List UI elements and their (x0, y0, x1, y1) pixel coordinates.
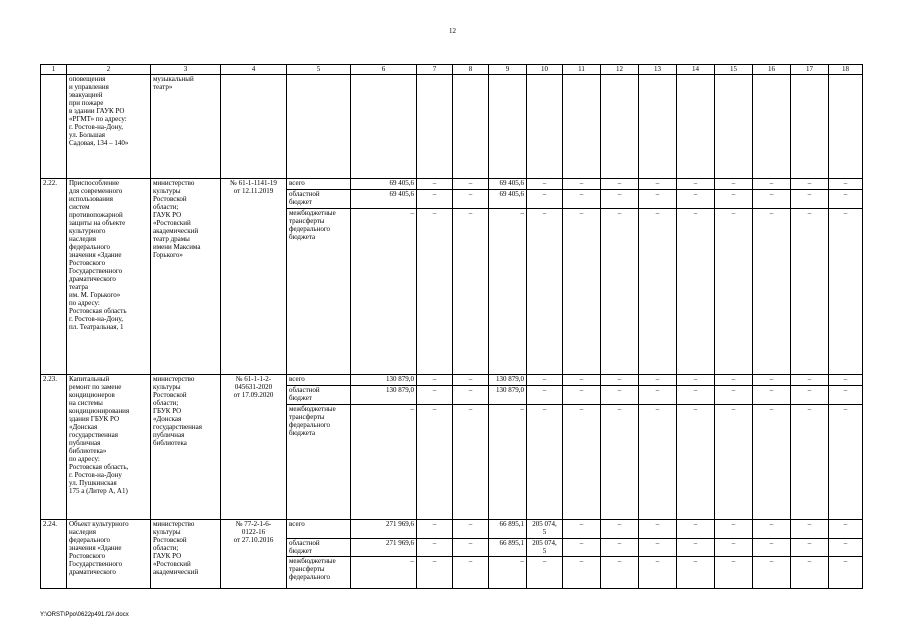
cell-col11: – (563, 520, 601, 539)
cell-source: областной бюджет (287, 539, 351, 557)
cell-col7: – (417, 190, 453, 209)
cell-col12: – (601, 375, 639, 386)
cell-doc (221, 75, 287, 179)
cell-col6: – (351, 209, 417, 375)
cell-col8: – (453, 557, 489, 589)
cell-col8: – (453, 386, 489, 405)
cell-executor: музыкальный театр» (151, 75, 221, 179)
cell-empty (715, 75, 753, 179)
cell-col14: – (677, 375, 715, 386)
cell-col10: 205 074, 5 (527, 520, 563, 539)
cell-col13: – (639, 557, 677, 589)
cell-col6: 271 969,6 (351, 539, 417, 557)
cell-col14: – (677, 557, 715, 589)
col-header: 7 (417, 65, 453, 75)
cell-col18: – (829, 520, 863, 539)
cell-col12: – (601, 386, 639, 405)
cell-col17: – (791, 557, 829, 589)
cell-col9: 69 405,6 (489, 190, 527, 209)
cell-col9: 69 405,6 (489, 179, 527, 190)
cell-col12: – (601, 179, 639, 190)
cell-col8: – (453, 520, 489, 539)
cell-col7: – (417, 520, 453, 539)
cell-object-name: оповещения и управления эвакуацией при пожаре в здании ГАУК РО «РГМТ» по адресу: г. Ростов-на-Дону, ул. Большая Садовая, 134 – 140» (67, 75, 151, 179)
cell-col14: – (677, 520, 715, 539)
col-header: 5 (287, 65, 351, 75)
cell-col16: – (753, 209, 791, 375)
cell-doc: № 61-1-1141-19 от 12.11.2019 (221, 179, 287, 375)
cell-col9: 66 895,1 (489, 539, 527, 557)
cell-col7: – (417, 539, 453, 557)
cell-col15: – (715, 190, 753, 209)
cell-col17: – (791, 520, 829, 539)
cell-col14: – (677, 209, 715, 375)
funding-table (40, 64, 863, 589)
cell-col6: 69 405,6 (351, 179, 417, 190)
cell-col15: – (715, 209, 753, 375)
cell-col13: – (639, 520, 677, 539)
col-header: 4 (221, 65, 287, 75)
cell-empty (829, 75, 863, 179)
cell-col12: – (601, 209, 639, 375)
cell-col8: – (453, 405, 489, 520)
cell-num (41, 75, 67, 179)
cell-executor: министерство культуры Ростовской области; ГАУК РО «Ростовский академический театр драмы имени Максима Горького» (151, 179, 221, 375)
col-header: 9 (489, 65, 527, 75)
cell-col18: – (829, 179, 863, 190)
cell-col8: – (453, 190, 489, 209)
cell-col16: – (753, 386, 791, 405)
cell-col10: – (527, 375, 563, 386)
cell-col7: – (417, 179, 453, 190)
cell-col12: – (601, 539, 639, 557)
cell-col17: – (791, 190, 829, 209)
cell-source: межбюджетные трансферты федерального бюджета (287, 209, 351, 375)
cell-empty (453, 75, 489, 179)
cell-executor: министерство культуры Ростовской области; ГБУК РО «Донская государственная публичная библиотека (151, 375, 221, 520)
cell-col6: 130 879,0 (351, 386, 417, 405)
cell-col10: – (527, 386, 563, 405)
cell-col18: – (829, 190, 863, 209)
cell-col18: – (829, 557, 863, 589)
cell-object-name: Капитальный ремонт по замене кондиционеров на системы кондиционирования здания ГБУК РО «Донская государственная публичная библиотека» по адресу: Ростовская область, г. Ростов-на-Дону ул. Пушкинская 175 а (Литер А, А1) (67, 375, 151, 520)
table-row (41, 179, 863, 190)
cell-col13: – (639, 209, 677, 375)
col-header: 8 (453, 65, 489, 75)
col-header: 1 (41, 65, 67, 75)
file-path-footer: Y:\ORST\Ppo\0622p491.f2#.docx (40, 612, 129, 618)
cell-col16: – (753, 179, 791, 190)
cell-col15: – (715, 375, 753, 386)
col-header: 6 (351, 65, 417, 75)
cell-col16: – (753, 520, 791, 539)
cell-doc: № 77-2-1-6- 0122-16 от 27.10.2016 (221, 520, 287, 589)
cell-object-name: Объект культурного наследия федерального значения «Здание Ростовского Государственного драматического (67, 520, 151, 589)
cell-col15: – (715, 179, 753, 190)
cell-empty (527, 75, 563, 179)
cell-object-name: Приспособление для современного использования систем противопожарной защиты на объекте культурного наследия федерального значения «Здание Ростовского Государственного драматического театра им. М. Горького» по адресу: Ростовская область г. Ростов-на-Дону, пл. Театральная, 1 (67, 179, 151, 375)
cell-col11: – (563, 557, 601, 589)
col-header: 18 (829, 65, 863, 75)
col-header: 15 (715, 65, 753, 75)
col-header: 11 (563, 65, 601, 75)
cell-col8: – (453, 179, 489, 190)
table-row (41, 520, 863, 539)
cell-source (287, 75, 351, 179)
cell-col8: – (453, 375, 489, 386)
cell-col9: – (489, 209, 527, 375)
col-header: 10 (527, 65, 563, 75)
cell-col10: – (527, 190, 563, 209)
cell-col17: – (791, 539, 829, 557)
cell-col10: – (527, 557, 563, 589)
cell-col11: – (563, 179, 601, 190)
cell-col11: – (563, 405, 601, 520)
cell-col17: – (791, 209, 829, 375)
cell-empty (489, 75, 527, 179)
cell-col6: 69 405,6 (351, 190, 417, 209)
cell-col17: – (791, 375, 829, 386)
col-header: 2 (67, 65, 151, 75)
cell-col13: – (639, 190, 677, 209)
cell-num: 2.23. (41, 375, 67, 520)
cell-col10: – (527, 179, 563, 190)
cell-executor: министерство культуры Ростовской области; ГАУК РО «Ростовский академический (151, 520, 221, 589)
cell-col12: – (601, 520, 639, 539)
cell-col14: – (677, 539, 715, 557)
page-number: 12 (449, 27, 456, 35)
cell-col7: – (417, 405, 453, 520)
cell-col6: – (351, 557, 417, 589)
cell-empty (417, 75, 453, 179)
col-header: 17 (791, 65, 829, 75)
cell-col12: – (601, 405, 639, 520)
cell-source: всего (287, 520, 351, 539)
cell-col18: – (829, 539, 863, 557)
cell-col11: – (563, 209, 601, 375)
col-header: 3 (151, 65, 221, 75)
cell-col15: – (715, 539, 753, 557)
cell-source: областной бюджет (287, 386, 351, 405)
cell-col16: – (753, 557, 791, 589)
cell-source: межбюджетные трансферты федерального бюджета (287, 405, 351, 520)
cell-col6: – (351, 405, 417, 520)
cell-col17: – (791, 405, 829, 520)
cell-empty (639, 75, 677, 179)
cell-col12: – (601, 557, 639, 589)
cell-col10: 205 074, 5 (527, 539, 563, 557)
cell-col18: – (829, 375, 863, 386)
cell-col16: – (753, 539, 791, 557)
cell-empty (753, 75, 791, 179)
table-row (41, 375, 863, 386)
cell-num: 2.22. (41, 179, 67, 375)
cell-col18: – (829, 386, 863, 405)
cell-doc: № 61-1-1-2- 045631-2020 от 17.09.2020 (221, 375, 287, 520)
cell-col9: 130 879,0 (489, 386, 527, 405)
cell-col9: – (489, 557, 527, 589)
cell-col14: – (677, 405, 715, 520)
cell-empty (351, 75, 417, 179)
col-header: 16 (753, 65, 791, 75)
cell-col13: – (639, 375, 677, 386)
cell-col11: – (563, 190, 601, 209)
cell-col15: – (715, 520, 753, 539)
cell-col10: – (527, 209, 563, 375)
cell-col16: – (753, 405, 791, 520)
col-header: 14 (677, 65, 715, 75)
cell-col13: – (639, 539, 677, 557)
cell-col12: – (601, 190, 639, 209)
header-row (41, 65, 863, 75)
cell-col15: – (715, 405, 753, 520)
cell-col9: 66 895,1 (489, 520, 527, 539)
cell-col7: – (417, 375, 453, 386)
col-header: 13 (639, 65, 677, 75)
cell-empty (563, 75, 601, 179)
cell-empty (677, 75, 715, 179)
cell-col6: 271 969,6 (351, 520, 417, 539)
cell-col13: – (639, 179, 677, 190)
cell-col18: – (829, 209, 863, 375)
cell-col14: – (677, 386, 715, 405)
cell-col15: – (715, 386, 753, 405)
cell-source: областной бюджет (287, 190, 351, 209)
cell-col13: – (639, 386, 677, 405)
col-header: 12 (601, 65, 639, 75)
cell-col9: 130 879,0 (489, 375, 527, 386)
cell-source: межбюджетные трансферты федерального (287, 557, 351, 589)
cell-col7: – (417, 386, 453, 405)
cell-col8: – (453, 539, 489, 557)
cell-source: всего (287, 375, 351, 386)
cell-col7: – (417, 557, 453, 589)
continuation-row (41, 75, 863, 179)
cell-num: 2.24. (41, 520, 67, 589)
cell-col16: – (753, 190, 791, 209)
cell-col14: – (677, 179, 715, 190)
cell-col18: – (829, 405, 863, 520)
cell-col16: – (753, 375, 791, 386)
cell-col8: – (453, 209, 489, 375)
cell-empty (601, 75, 639, 179)
cell-col14: – (677, 190, 715, 209)
cell-col11: – (563, 539, 601, 557)
cell-col17: – (791, 386, 829, 405)
cell-col15: – (715, 557, 753, 589)
cell-col9: – (489, 405, 527, 520)
cell-col7: – (417, 209, 453, 375)
cell-col11: – (563, 375, 601, 386)
cell-col13: – (639, 405, 677, 520)
cell-col17: – (791, 179, 829, 190)
cell-source: всего (287, 179, 351, 190)
cell-col10: – (527, 405, 563, 520)
cell-col6: 130 879,0 (351, 375, 417, 386)
cell-col11: – (563, 386, 601, 405)
cell-empty (791, 75, 829, 179)
